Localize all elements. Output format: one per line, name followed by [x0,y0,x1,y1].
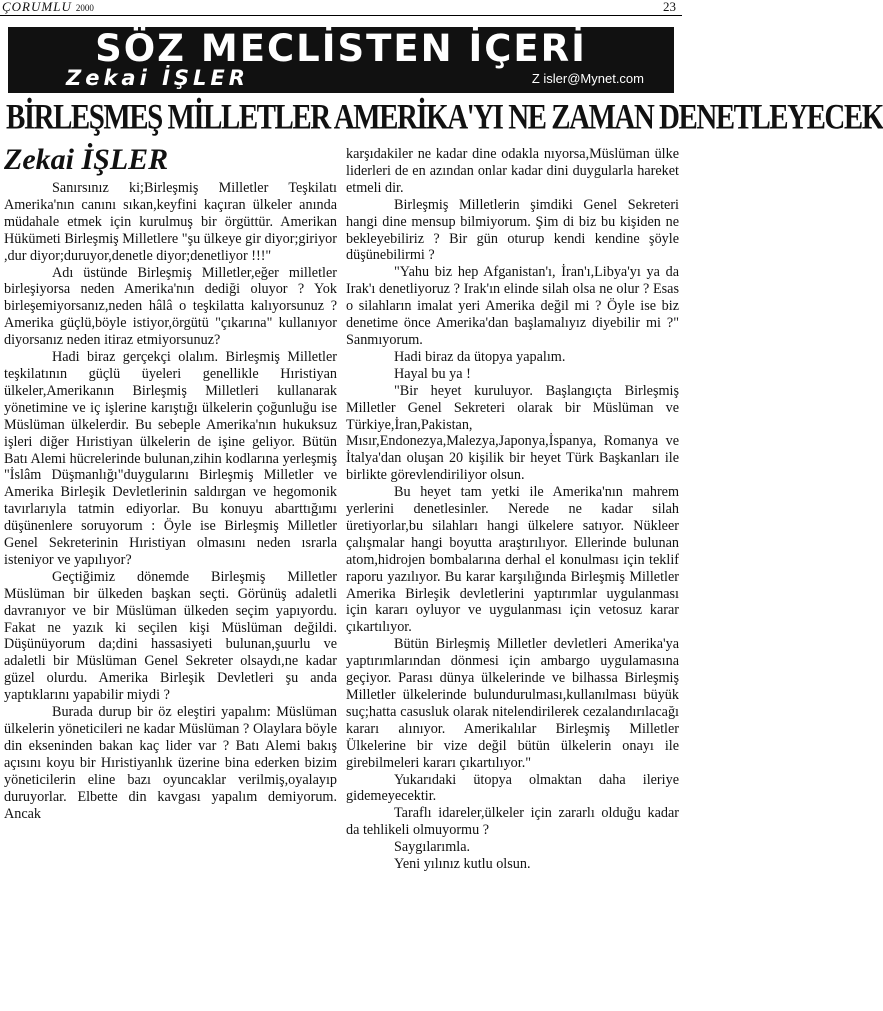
paragraph: Bu heyet tam yetki ile Amerika'nın mahrem yerlerini denetlesinler. Nerede ne kadar silah üretiyorlar,bu silahları hangi ülkelere satıyor. Nükleer çalışmalar hangi boyutta araştırılıyor. Ellerinde bulunan atom,hidrojen bombalarına derhal el konulması için teklif raporu yazılıyor. Bu karar karşılığında Birleşmiş Milletler Amerika Birleşik devletlerini yaptırımlar uygulanması için kararı oyluyor ve uygulanması için vetosuz karar çıkartılıyor. [346,484,679,636]
paragraph: Bütün Birleşmiş Milletler devletleri Amerika'ya yaptırımlarından dönmesi için ambargo uygulamasına geçiyor. Parası dünya ülkelerinde ve bilhassa Birleşmiş Milletler ülkelerinde bulundurulması,kullanılması büyük suç;hatta casusluk olarak nitelendirilerek cezalandırılacağı kararı alınıyor. Amerikalılar Birleşmiş Milletler Ülkelerine bir vize değil bütün ülkelerin onayı ile girebilmeleri kararı çıkartılıyor." [346,636,679,771]
article-byline: Zekai İŞLER [4,143,169,176]
paragraph: Saygılarımla. [394,839,471,856]
column-banner [8,27,674,93]
header-rule [0,15,682,16]
paragraph: Hadi biraz gerçekçi olalım. Birleşmiş Milletler teşkilatının güçlü üyeleri genellikle Hıristiyan ülkeler,Amerikanın Birleşmiş Milletleri kullanarak yönetimine ve iç işlerine karıştığı ülkelerin çoğunluğu ise Müslüman ülkelerdir. Bu sebeple Amerika'nın hukuksuz işleri diğer Hıristiyan ülkelerin de işine geliyor. Bütün Batı Alemi hücrelerinde bulunan,zihin kodlarına yerleşmiş "İslâm Düşmanlığı"duygularını Birleşmiş Milletler ve Amerika Birleşik Devletlerinin saldırgan ve hegomonik tavırlarıyla tatmin ediyorlar. Bu konuyu abarttığımı düşünenlere soruyorum : Öyle ise Birleşmiş Milletler Genel Sekreterinin Hıristiyan olmasını neden ısrarla isteniyor ve yapılıyor? [4,349,337,568]
article-column-left [4,180,337,822]
publication-name [2,0,94,15]
paragraph: Yukarıdaki ütopya olmaktan daha ileriye gidemeyecektir. [346,771,679,805]
banner-title: SÖZ MECLİSTEN İÇERİ [95,27,587,70]
paragraph: Adı üstünde Birleşmiş Milletler,eğer milletler birleşiyorsa neden Amerika'nın dediği oluyor ? Yok birleşemiyorsanız,neden hâlâ o teşkilatta kalıyorsunuz ? Amerika güçlü,böyle istiyor,örgütü "çıkarına" kullanıyor diyorsanız neden itiraz etmiyorsunuz? [4,264,337,349]
page-number: 23 [663,0,676,14]
page-header [0,0,682,16]
article-column-right [346,146,679,873]
paragraph: Hadi biraz da ütopya yapalım. [394,348,566,365]
paragraph: Hayal bu ya ! [394,365,471,382]
paragraph: Burada durup bir öz eleştiri yapalım: Müslüman ülkelerin yöneticileri ne kadar Müslüman ? Olaylara böyle din ekseninden bakan kaç lider var ? Batı Alemi bakış açısını koyu bir Hıristiyanlık üzerine bina ederken bizim yöneticilerin eline bazı oyuncaklar verilmiş,oyalayıp duruyorlar. Elbette din kavgası yapalım demiyorum. Ancak [4,704,337,822]
paragraph: "Yahu biz hep Afganistan'ı, İran'ı,Libya'yı ya da Irak'ı denetliyoruz ? Irak'ın elinde silah olsa ne olur ? Esas o silahların imalat yeri Amerika değil mi ? Öyle ise biz denetime önce Amerika'dan başlamalıyız diyebilir mi ?" Sanmıyorum. [346,264,679,348]
article-headline: BİRLEŞMEŞ MİLLETLER AMERİKA'YI NE ZAMAN DENETLEYECEK [6,97,883,137]
publication-year: 2000 [75,3,94,13]
banner-email: Z isler@Mynet.com [531,71,644,86]
paragraph: Taraflı idareler,ülkeler için zararlı olduğu kadar da tehlikeli olmuyormu ? [346,805,679,839]
paragraph: Yeni yılınız kutlu olsun. [394,856,531,873]
paragraph: karşıdakiler ne kadar dine odakla nıyorsa,Müslüman ülke liderleri de en azından onlar kadar dini duygularla hareket etmeli dir. [346,146,679,196]
paragraph: Birleşmiş Milletlerin şimdiki Genel Sekreteri hangi dine mensup bilmiyorum. Şim di biz bu kişiden ne bekleyebiliriz ? Bir gün oturup kendi kendine şöyle düşünebilirmi ? [346,196,679,264]
paragraph: "Bir heyet kuruluyor. Başlangıçta Birleşmiş Milletler Genel Sekreteri olarak bir Müslüman ve Türkiye,İran,Pakistan, Mısır,Endonezya,Malezya,Japonya,İspanya, Romanya ve İtalya'dan oluşan 20 kişilik bir heyet Türk Başkanları ile birlikte görevlendiriliyor olsun. [346,382,679,484]
banner-author: Zekai İŞLER [66,66,249,90]
paragraph: Sanırsınız ki;Birleşmiş Milletler Teşkilatı Amerika'nın canını sıkan,keyfini kaçıran ülkeler anında müdahale etmek için kurulmuş bir örgüttür. Amerikan Hükümeti Birleşmiş Milletlere "şu ülkeye gir diyor;giriyor ,dur diyor;duruyor,denetle diyor;denetliyor !!!" [4,180,337,264]
publication-title: ÇORUMLU [2,0,72,14]
paragraph: Geçtiğimiz dönemde Birleşmiş Milletler Müslüman bir ülkeden başkan seçti. Görünüş adaletli davranıyor ve bir Müslüman ülkeden seçim yapıyordu. Fakat ne yazık ki seçilen kişi Müslüman değildi. Düşünüyorum da;dini hassasiyeti bulunan,şuurlu ve adaletli bir Müslüman Genel Sekreter olsaydı,ne kadar güzel olurdu. Amerika Birleşik Devletleri şu anda yaptıklarını yapabilir miydi ? [4,568,337,704]
